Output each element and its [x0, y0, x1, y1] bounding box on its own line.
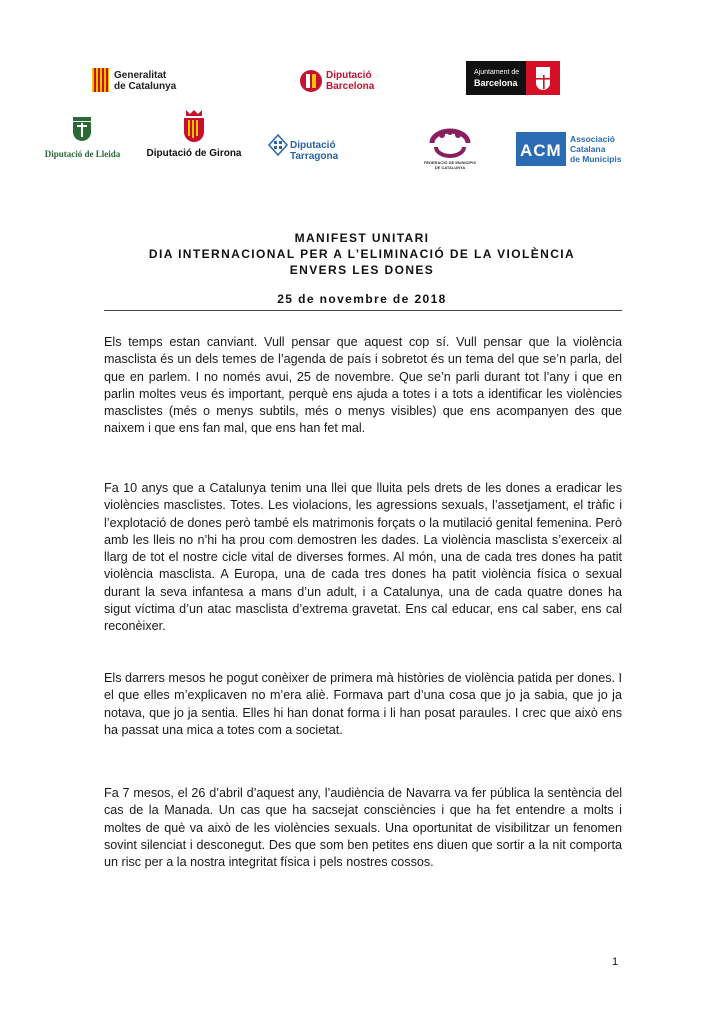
diputacio-barcelona-emblem-icon — [300, 67, 322, 95]
logo-acm — [516, 132, 624, 168]
generalitat-line2: de Catalunya — [114, 81, 177, 92]
diputacio-girona-text: Diputació de Girona — [146, 148, 242, 159]
diputacio-barcelona-line1: Diputació — [326, 70, 372, 81]
fmc-line1: FEDERACIÓ DE MUNICIPIS — [423, 160, 476, 165]
generalitat-line1: Generalitat — [114, 70, 167, 81]
fmc-line2: DE CATALUNYA — [434, 165, 466, 170]
logo-diputacio-barcelona — [300, 67, 395, 95]
generalitat-emblem-icon — [92, 68, 109, 92]
paragraph-2: Fa 10 anys que a Catalunya tenim una llei que lluita pels drets de les dones a eradicar les violències masclistes. Totes. Les violacions, les agressions sexuals, l’assetjament, el tràfic i l’explotació de dones però també els matrimonis forçats o la mutilació genital femenina. Però amb les lleis no n’hi ha prou com demostren les dades. La violència masclista s’exerceix al llarg de tot el nostre cicle vital de diverses formes. Al món, una de cada tres dones ha patit violència masclista. A Europa, una de cada tres dones ha patit violència física o sexual durant la seva infantesa a mans d’un adult, i a Catalunya, una de cada quatre dones ha sigut víctima d’un atac masclista d’extrema gravetat. Ens cal educar, ens cal saber, ens cal reconèixer. — [104, 481, 622, 634]
heading-line2: DIA INTERNACIONAL PER A L’ELIMINACIÓ DE LA VIOLÈNCIA — [148, 247, 576, 261]
paragraph-1: Els temps estan canviant. Vull pensar que aquest cop sí. Vull pensar que la violència masclista és un dels temes de l’agenda de país i sobretot és un tema del que se’n parla, del que en parlem. I no només avui, 25 de novembre. Que se’n parli durant tot l’any i que en parlin moltes veus és important, perquè ens ajuda a totes i a tots a identificar les violències masclistes (més o menys subtils, més o menys visibles) que ens acompanyen des que naixem i que ens fan mal, que ens han fet mal. — [104, 335, 622, 436]
acm-name-line2: Catalana — [570, 144, 606, 154]
heading-divider — [104, 310, 622, 311]
logo-generalitat — [92, 68, 192, 94]
page-number: 1 — [612, 956, 619, 968]
logo-ajuntament-barcelona — [466, 61, 560, 95]
heading-line3: ENVERS LES DONES — [289, 263, 435, 277]
barcelona-shield-icon — [526, 61, 560, 95]
ajuntament-line1: Ajuntament de — [474, 69, 520, 76]
diputacio-girona-emblem-icon — [180, 108, 208, 146]
fmc-emblem-icon — [428, 127, 472, 159]
diputacio-tarragona-emblem-icon — [268, 134, 288, 156]
paragraph-3: Els darrers mesos he pogut conèixer de primera mà històries de violència patida per dones. I el que elles m’explicaven no m’era aliè. Formava part d’una cosa que jo ja sabia, que jo ja notava, que jo ja sentia. Elles hi han donat forma i li han posat paraules. I crec que això ens ha passat una mica a totes com a societat. — [104, 671, 623, 737]
logo-diputacio-tarragona — [268, 134, 376, 162]
paragraph-4: Fa 7 mesos, el 26 d’abril d’aquest any, l’audiència de Navarra va fer pública la sentència del cas de la Manada. Un cas que ha sacsejat consciències i que ha fet entendre a molts i moltes de què va això de les violències sexuals. Una oportunitat de visibilitzar un fenomen sovint silenciat i desconegut. Des que som ben petites ens diuen que sortir a la nit comporta un risc per a la nostra integritat física i pels nostres cossos. — [104, 786, 622, 870]
heading-line1: MANIFEST UNITARI — [294, 231, 430, 245]
acm-name-line3: de Municipis — [570, 154, 622, 164]
diputacio-lleida-text: Diputació de Lleida — [44, 149, 121, 159]
acm-badge — [516, 132, 566, 166]
acm-abbr: ACM — [520, 141, 562, 160]
logo-fmc — [420, 127, 480, 175]
diputacio-barcelona-line2: Barcelona — [326, 81, 375, 92]
logo-diputacio-lleida — [40, 115, 125, 161]
document-date: 25 de novembre de 2018 — [277, 292, 447, 306]
diputacio-lleida-emblem-icon — [70, 115, 94, 145]
diputacio-tarragona-text: Diputació Tarragona — [290, 140, 339, 162]
logo-diputacio-girona — [146, 108, 242, 162]
ajuntament-line2: Barcelona — [474, 78, 518, 88]
acm-name-line1: Associació — [570, 134, 615, 144]
